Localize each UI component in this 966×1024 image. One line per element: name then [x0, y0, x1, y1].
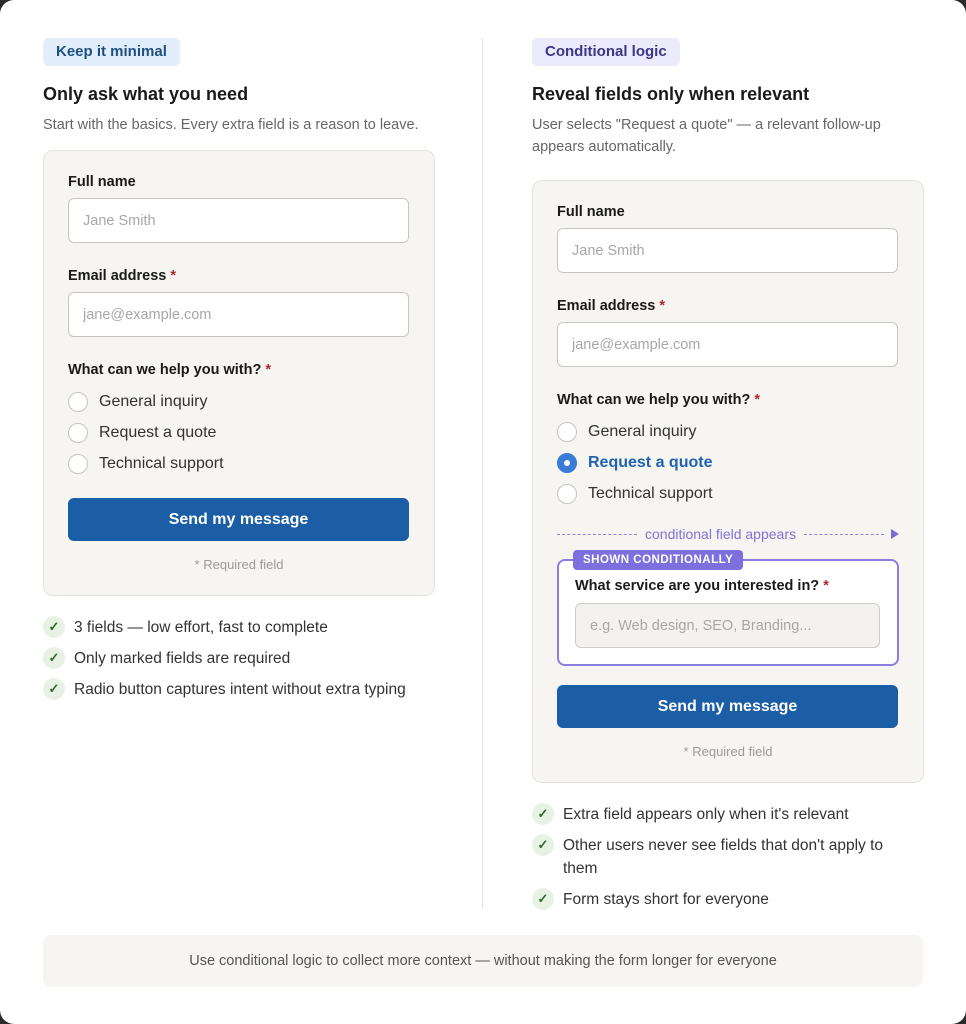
check-icon: ✓	[43, 647, 65, 669]
benefit-item: ✓ 3 fields — low effort, fast to complete	[43, 616, 435, 639]
shown-conditionally-tag: SHOWN CONDITIONALLY	[573, 550, 743, 570]
minimal-column	[43, 38, 435, 709]
minimal-title: Only ask what you need	[43, 84, 249, 104]
radio-button-icon[interactable]	[68, 392, 88, 412]
required-asterisk: *	[823, 578, 829, 594]
help-topic-radio-group	[557, 416, 899, 509]
check-icon: ✓	[532, 834, 554, 856]
column-divider	[482, 38, 483, 908]
check-icon: ✓	[43, 678, 65, 700]
radio-request-quote[interactable]	[68, 417, 410, 448]
radio-general-inquiry[interactable]	[68, 386, 410, 417]
radio-technical-support[interactable]	[68, 448, 410, 479]
conditional-form-card	[532, 180, 924, 783]
help-topic-radio-group	[68, 386, 410, 479]
benefit-item: ✓ Other users never see fields that don't apply to them	[532, 834, 912, 880]
help-topic-label: What can we help you with? *	[557, 392, 761, 408]
radio-general-inquiry[interactable]	[557, 416, 899, 447]
radio-label: Request a quote	[99, 423, 217, 441]
benefit-item: ✓ Only marked fields are required	[43, 647, 435, 670]
check-icon: ✓	[532, 888, 554, 910]
benefit-item: ✓ Form stays short for everyone	[532, 888, 912, 911]
arrow-right-icon	[891, 529, 899, 539]
radio-technical-support[interactable]	[557, 478, 899, 509]
conditional-badge: Conditional logic	[532, 38, 680, 66]
check-icon: ✓	[532, 803, 554, 825]
conditional-benefits-list	[532, 803, 912, 911]
full-name-label: Full name	[68, 174, 136, 190]
radio-button-selected-icon[interactable]	[557, 453, 577, 473]
required-asterisk: *	[754, 392, 761, 408]
conditional-note: conditional field appears	[645, 526, 796, 542]
footer-summary: Use conditional logic to collect more context — without making the form longer for everyone	[43, 935, 923, 987]
radio-button-icon[interactable]	[68, 454, 88, 474]
service-label: What service are you interested in? *	[575, 578, 829, 594]
help-topic-label: What can we help you with? *	[68, 362, 272, 378]
service-input[interactable]	[575, 603, 880, 648]
radio-label: Request a quote	[588, 453, 713, 471]
required-field-note: * Required field	[683, 744, 773, 759]
radio-button-icon[interactable]	[68, 423, 88, 443]
radio-label: General inquiry	[99, 392, 208, 410]
conditional-field-box	[557, 554, 899, 666]
radio-request-quote[interactable]	[557, 447, 899, 478]
minimal-badge: Keep it minimal	[43, 38, 180, 66]
email-input[interactable]	[68, 292, 409, 337]
radio-button-icon[interactable]	[557, 422, 577, 442]
benefit-item: ✓ Radio button captures intent without extra typing	[43, 678, 435, 701]
dashed-line	[804, 534, 884, 535]
conditional-column	[532, 38, 924, 919]
conditional-indicator	[557, 525, 899, 543]
email-label: Email address *	[68, 268, 177, 284]
full-name-input[interactable]	[557, 228, 898, 273]
full-name-label: Full name	[557, 204, 625, 220]
email-input[interactable]	[557, 322, 898, 367]
required-asterisk: *	[659, 298, 666, 314]
minimal-form-card	[43, 150, 435, 596]
conditional-title: Reveal fields only when relevant	[532, 84, 810, 104]
required-asterisk: *	[265, 362, 272, 378]
required-field-note: * Required field	[194, 557, 284, 572]
radio-button-icon[interactable]	[557, 484, 577, 504]
benefit-item: ✓ Extra field appears only when it's relevant	[532, 803, 912, 826]
full-name-input[interactable]	[68, 198, 409, 243]
send-message-button[interactable]: Send my message	[557, 685, 898, 728]
minimal-subtitle: Start with the basics. Every extra field is a reason to leave.	[43, 117, 419, 133]
required-asterisk: *	[170, 268, 177, 284]
send-message-button[interactable]: Send my message	[68, 498, 409, 541]
dashed-line	[557, 534, 637, 535]
conditional-subtitle: User selects "Request a quote" — a relevant follow-up appears automatically.	[532, 117, 881, 155]
radio-label: General inquiry	[588, 422, 697, 440]
minimal-benefits-list	[43, 616, 435, 701]
email-label: Email address *	[557, 298, 666, 314]
radio-label: Technical support	[99, 454, 224, 472]
check-icon: ✓	[43, 616, 65, 638]
radio-label: Technical support	[588, 484, 713, 502]
